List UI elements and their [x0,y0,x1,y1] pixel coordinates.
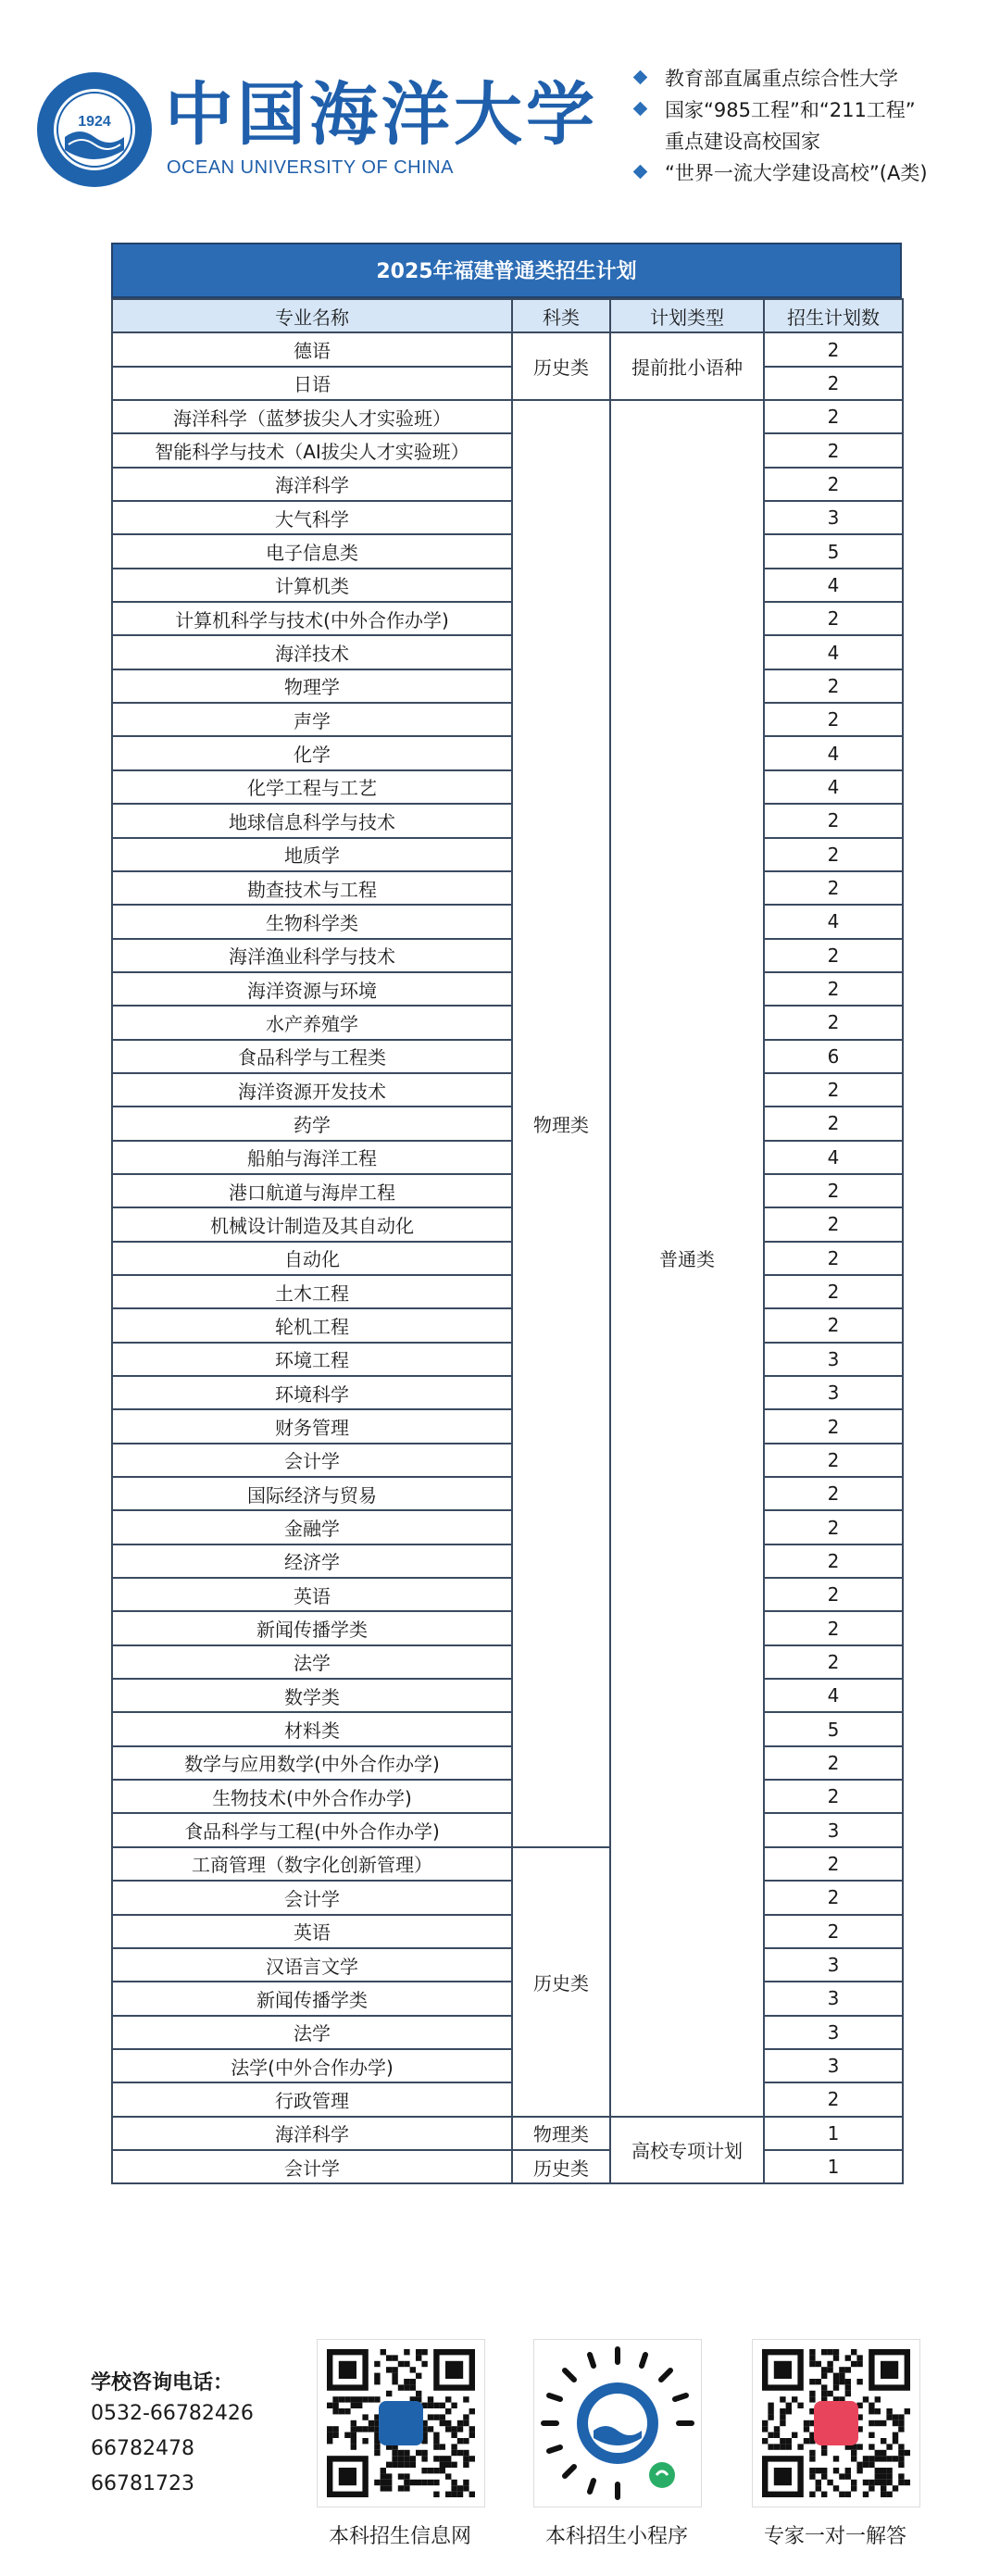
column-header-category: 科类 [512,299,610,332]
quota-count: 2 [764,1174,903,1207]
table-row [112,602,903,635]
table-row [112,367,903,400]
page-header [0,0,1000,231]
table-row [112,939,903,972]
major-name: 食品科学与工程类 [112,1040,512,1073]
quota-count: 2 [764,1073,903,1107]
major-name: 汉语言文学 [112,1948,512,1982]
major-name: 工商管理（数字化创新管理） [112,1847,512,1881]
major-name: 物理学 [112,669,512,703]
quota-count: 4 [764,569,903,602]
table-row [112,501,903,534]
major-name: 生物科学类 [112,905,512,938]
table-row [112,1073,903,1107]
qr-label-website: 本科招生信息网 [328,2525,471,2548]
major-name: 生物技术(中外合作办学) [112,1780,512,1813]
table-row [112,905,903,938]
table-row [112,1275,903,1308]
quota-count: 2 [764,871,903,905]
quota-count: 4 [764,905,903,938]
quota-count: 2 [764,1544,903,1578]
quota-count: 6 [764,1040,903,1073]
major-name: 新闻传播学类 [112,1611,512,1644]
table-row [112,1006,903,1039]
major-name: 食品科学与工程(中外合作办学) [112,1813,512,1846]
table-row [112,2082,903,2116]
highlight-item [631,63,993,94]
major-name: 数学与应用数学(中外合作办学) [112,1746,512,1780]
major-name: 地球信息科学与技术 [112,804,512,837]
table-row [112,433,903,467]
quota-count: 2 [764,804,903,837]
table-row [112,736,903,769]
quota-count: 2 [764,1107,903,1140]
quota-count: 3 [764,1982,903,2015]
major-name: 数学类 [112,1679,512,1712]
table-row [112,1712,903,1745]
major-name: 日语 [112,367,512,400]
quota-count: 4 [764,1141,903,1174]
category-cell: 物理类 [512,2117,610,2150]
column-header-major: 专业名称 [112,299,512,332]
table-row [112,1107,903,1140]
quota-count: 2 [764,1881,903,1914]
major-name: 土木工程 [112,1275,512,1308]
quota-count: 2 [764,367,903,400]
major-name: 水产养殖学 [112,1006,512,1039]
quota-count: 1 [764,2117,903,2150]
table-row [112,838,903,871]
quota-count: 2 [764,838,903,871]
table-row [112,1780,903,1813]
major-name: 勘查技术与工程 [112,871,512,905]
table-title: 2025年福建普通类招生计划 [111,243,902,298]
major-name: 会计学 [112,2150,512,2183]
quota-count: 2 [764,433,903,467]
quota-count: 5 [764,1712,903,1745]
table-row [112,1308,903,1342]
major-name: 金融学 [112,1510,512,1544]
quota-count: 3 [764,2016,903,2049]
major-name: 海洋科学（蓝梦拔尖人才实验班） [112,400,512,433]
major-name: 声学 [112,703,512,736]
table-row [112,1376,903,1409]
quota-count: 3 [764,1948,903,1982]
table-row [112,1578,903,1611]
table-row [112,1813,903,1846]
quota-count: 2 [764,1578,903,1611]
table-row [112,1040,903,1073]
major-name: 船舶与海洋工程 [112,1141,512,1174]
major-name: 财务管理 [112,1409,512,1443]
quota-count: 2 [764,1915,903,1948]
category-cell: 历史类 [512,2150,610,2183]
major-name: 智能科学与技术（AI拔尖人才实验班） [112,433,512,467]
table-row [112,1611,903,1644]
major-name: 港口航道与海岸工程 [112,1174,512,1207]
major-name: 法学(中外合作办学) [112,2049,512,2082]
major-name: 法学 [112,2016,512,2049]
major-name: 计算机类 [112,569,512,602]
major-name: 经济学 [112,1544,512,1578]
quota-count: 2 [764,1242,903,1275]
table-row [112,2049,903,2082]
university-seal-logo [37,72,152,187]
table-row [112,703,903,736]
qr-code-icon[interactable] [317,2339,485,2507]
table-row [112,1746,903,1780]
plan-type-cell: 高校专项计划 [610,2117,764,2184]
quota-count: 2 [764,400,903,433]
quota-count: 3 [764,501,903,534]
university-wordmark-en: OCEAN UNIVERSITY OF CHINA [167,157,454,178]
major-name: 药学 [112,1107,512,1140]
diamond-bullet-icon [633,102,648,117]
plan-type-cell: 提前批小语种 [610,332,764,400]
quota-count: 2 [764,2082,903,2116]
quota-count: 4 [764,635,903,669]
quota-count: 2 [764,972,903,1006]
mini-program-code-icon[interactable] [533,2339,702,2507]
major-name: 海洋资源与环境 [112,972,512,1006]
quota-count: 2 [764,1510,903,1544]
quota-count: 3 [764,1376,903,1409]
quota-count: 2 [764,602,903,635]
table-row [112,770,903,804]
quota-count: 2 [764,1308,903,1342]
plan-type-cell: 普通类 [610,400,764,2117]
table-header-row [112,299,903,332]
quota-count: 1 [764,2150,903,2183]
diamond-bullet-icon [633,70,648,85]
category-cell: 物理类 [512,400,610,1847]
quota-count: 2 [764,939,903,972]
table-row [112,468,903,501]
quota-count: 2 [764,1611,903,1644]
quota-count: 4 [764,770,903,804]
table-row [112,2117,903,2150]
major-name: 英语 [112,1915,512,1948]
quota-count: 4 [764,736,903,769]
major-name: 海洋资源开发技术 [112,1073,512,1107]
highlight-list [631,63,993,189]
highlight-text: “世界一流大学建设高校”(A类) [665,162,928,184]
major-name: 英语 [112,1578,512,1611]
table-row [112,669,903,703]
consult-phone-number: 0532-66782426 [91,2402,254,2425]
quota-count: 4 [764,1679,903,1712]
consult-phone-label: 学校咨询电话： [91,2371,234,2395]
major-name: 计算机科学与技术(中外合作办学) [112,602,512,635]
highlight-text: 教育部直属重点综合性大学 [665,68,898,90]
quota-count: 3 [764,2049,903,2082]
table-row [112,534,903,568]
table-row [112,1881,903,1914]
table-row [112,1343,903,1376]
table-row [112,1948,903,1982]
table-row [112,1207,903,1241]
quota-count: 3 [764,1343,903,1376]
table-row [112,804,903,837]
major-name: 环境工程 [112,1343,512,1376]
qr-label-mini-program: 本科招生小程序 [544,2525,688,2548]
table-row [112,972,903,1006]
qr-code-icon[interactable] [752,2339,920,2507]
seal-year: 1924 [78,114,111,130]
quota-count: 2 [764,1477,903,1510]
highlight-item-continued: 重点建设高校国家 [665,131,820,153]
major-name: 会计学 [112,1444,512,1477]
table-row [112,1174,903,1207]
category-cell: 历史类 [512,1847,610,2117]
table-row [112,1477,903,1510]
table-row [112,2150,903,2183]
quota-count: 2 [764,1444,903,1477]
page-footer [0,2306,1000,2576]
major-name: 材料类 [112,1712,512,1745]
table-row [112,1915,903,1948]
major-name: 海洋科学 [112,468,512,501]
consult-phone-number: 66781723 [91,2472,194,2495]
diamond-bullet-icon [633,165,648,180]
table-row [112,1679,903,1712]
table-row [112,1645,903,1679]
qr-label-expert: 专家一对一解答 [763,2525,906,2548]
quota-count: 2 [764,669,903,703]
major-name: 新闻传播学类 [112,1982,512,2015]
table-row [112,1444,903,1477]
table-row [112,2016,903,2049]
major-name: 海洋科学 [112,2117,512,2150]
major-name: 环境科学 [112,1376,512,1409]
major-name: 地质学 [112,838,512,871]
category-cell: 历史类 [512,332,610,400]
table-row [112,569,903,602]
major-name: 会计学 [112,1881,512,1914]
quota-count: 2 [764,1207,903,1241]
table-row [112,1982,903,2015]
quota-count: 2 [764,1780,903,1813]
table-row [112,1847,903,1881]
table-row [112,1510,903,1544]
highlight-item [631,94,993,126]
quota-count: 2 [764,1847,903,1881]
table-row [112,871,903,905]
quota-count: 2 [764,1645,903,1679]
table-row [112,400,903,433]
table-row [112,635,903,669]
table-row [112,1409,903,1443]
quota-count: 5 [764,534,903,568]
major-name: 海洋技术 [112,635,512,669]
major-name: 行政管理 [112,2082,512,2116]
quota-count: 2 [764,1275,903,1308]
major-name: 轮机工程 [112,1308,512,1342]
consult-phone-number: 66782478 [91,2437,194,2460]
quota-count: 3 [764,1813,903,1846]
quota-count: 2 [764,1409,903,1443]
table-body [112,332,903,2183]
plan-table-grid [111,298,904,2184]
major-name: 自动化 [112,1242,512,1275]
university-wordmark-cn: 中国海洋大学 [165,75,598,155]
quota-count: 2 [764,703,903,736]
highlight-item [631,157,993,189]
quota-count: 2 [764,1746,903,1780]
quota-count: 2 [764,468,903,501]
column-header-quota: 招生计划数 [764,299,903,332]
major-name: 机械设计制造及其自动化 [112,1207,512,1241]
column-header-plan-type: 计划类型 [610,299,764,332]
major-name: 海洋渔业科学与技术 [112,939,512,972]
quota-count: 2 [764,332,903,366]
highlight-text: 国家“985工程”和“211工程” [665,99,916,121]
admission-plan-table [111,243,902,2184]
table-row [112,1141,903,1174]
major-name: 大气科学 [112,501,512,534]
major-name: 电子信息类 [112,534,512,568]
table-row [112,1544,903,1578]
table-row [112,332,903,366]
quota-count: 2 [764,1006,903,1039]
major-name: 化学工程与工艺 [112,770,512,804]
major-name: 化学 [112,736,512,769]
table-row [112,1242,903,1275]
major-name: 德语 [112,332,512,366]
major-name: 法学 [112,1645,512,1679]
major-name: 国际经济与贸易 [112,1477,512,1510]
